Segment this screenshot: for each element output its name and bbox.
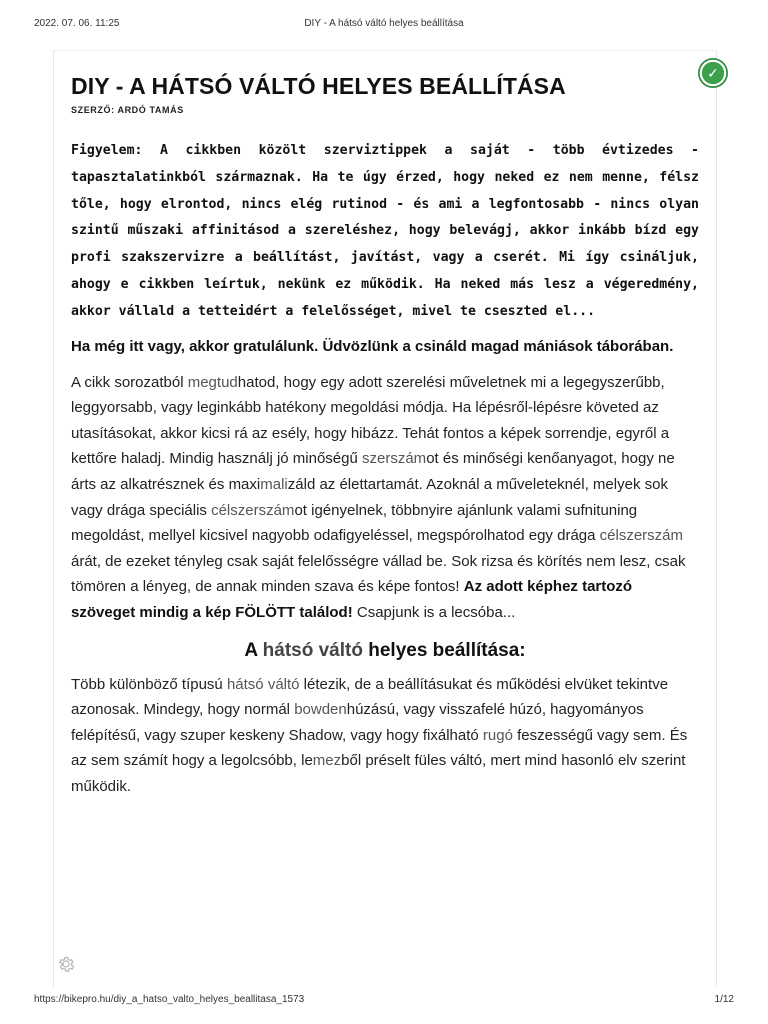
text-run: hatod, hogy egy adott szerelési műveletnek mi a legegyszerűbb, leggyorsabb, vagy leginkább hatékony megoldási módja. Ha lépésről-lépésre követed az utasításokat, akkor kicsi rá az esély, hogy hibázz. Tehát fontos a képek sorrendje, egyről a kettőre haladj. Mindig használj jó minőségű bbox=[71, 373, 670, 468]
section-heading bbox=[71, 640, 699, 662]
section-paragraph bbox=[71, 672, 699, 800]
text-run: Csapjunk is a lecsóba... bbox=[352, 603, 516, 621]
text-run: árát, de ezeket tényleg csak saját felelősségre vállad be. Sok rizsa és körítés nem lesz, csak tömören a lényeg, de annak minden szava és képe fontos! bbox=[71, 552, 686, 596]
text-run: A cikk sorozatból bbox=[71, 373, 188, 391]
link-mez[interactable]: mez bbox=[312, 752, 342, 770]
text-run: Több különböző típusú bbox=[71, 675, 227, 693]
text-run: létezik, de a beállításukat és működési elvüket tekintve azonosak. Mindegy, hogy normál bbox=[71, 675, 669, 719]
article-author: SZERZŐ: ARDÓ TAMÁS bbox=[71, 105, 184, 115]
checkmark-icon: ✓ bbox=[707, 65, 719, 81]
print-doc-title: DIY - A hátsó váltó helyes beállítása bbox=[304, 18, 464, 29]
print-url: https://bikepro.hu/diy_a_hatso_valto_helyes_beallitasa_1573 bbox=[34, 994, 305, 1005]
verified-badge-icon bbox=[698, 58, 728, 88]
text-run: ot igényelnek, többnyire ajánlunk valami sufnituning megoldást, mellyel kicsivel nagyobb odafigyeléssel, megspórolhatod egy drága bbox=[71, 501, 638, 545]
link-mali[interactable]: mali bbox=[260, 475, 288, 493]
print-footer bbox=[0, 992, 768, 1012]
heading-post: helyes beállítása: bbox=[362, 639, 526, 661]
link-celszerszam-2[interactable]: célszerszám bbox=[599, 527, 683, 545]
intro-bold-text: Ha még itt vagy, akkor gratulálunk. Üdvözlünk a csináld magad mániások táborában. bbox=[71, 337, 674, 355]
link-hatso-valto-heading[interactable]: hátsó váltó bbox=[262, 639, 363, 661]
page-number: 1/12 bbox=[714, 994, 734, 1005]
text-run: feszességű vagy sem. És az sem számít hogy a legolcsóbb, le bbox=[71, 726, 688, 770]
bold-instruction: Az adott képhez tartozó szöveget mindig a kép FÖLÖTT találod! bbox=[71, 578, 633, 621]
text-run: ből préselt füles váltó, mert mind hasonló elv szerint működik. bbox=[71, 752, 686, 795]
article-title: DIY - A HÁTSÓ VÁLTÓ HELYES BEÁLLÍTÁSA bbox=[71, 73, 566, 99]
heading-pre: A bbox=[244, 639, 263, 661]
intro-paragraph bbox=[71, 370, 699, 626]
link-megtud[interactable]: megtud bbox=[187, 373, 238, 391]
print-header bbox=[0, 0, 768, 44]
article-content bbox=[71, 70, 699, 799]
text-run: húzású, vagy visszafelé húzó, hagyományos felépítésű, vagy szuper keskeny Shadow, vagy hogy fixálható bbox=[71, 701, 644, 744]
link-celszerszam[interactable]: célszerszám bbox=[211, 501, 295, 519]
gear-icon[interactable] bbox=[56, 954, 76, 974]
disclaimer-text: Figyelem: A cikkben közölt szerviztippek a saját - több évtizedes - tapasztalatinkból származnak. Ha te úgy érzed, hogy neked ez nem menne, félsz tőle, hogy elrontod, nincs elég rutinod - és ami a legfontosabb - nincs olyan szintű műszaki affinitásod a szereléshez, hogy belevágj, akkor inkább bízd egy profi szakszervizre a beállítást, javítást, vagy a cserét. Mi így csináljuk, ahogy e cikkben leírtuk, nekünk ez működik. Ha neked más lesz a végeredmény, akkor vállald a tetteidért a felelősséget, mivel te cseszted el... bbox=[71, 143, 699, 319]
text-run: záld az élettartamát. Azoknál a műveleteknél, melyek sok vagy drága speciális bbox=[71, 475, 668, 519]
link-szerszam[interactable]: szerszám bbox=[362, 450, 427, 468]
link-rugo[interactable]: rugó bbox=[482, 726, 513, 744]
text-run: ot és minőségi kenőanyagot, hogy ne árts az alkatrésznek és maxi bbox=[71, 450, 675, 493]
link-bowden[interactable]: bowden bbox=[294, 701, 347, 719]
link-hatso-valto[interactable]: hátsó váltó bbox=[226, 675, 300, 693]
print-datetime: 2022. 07. 06. 11:25 bbox=[34, 18, 120, 29]
